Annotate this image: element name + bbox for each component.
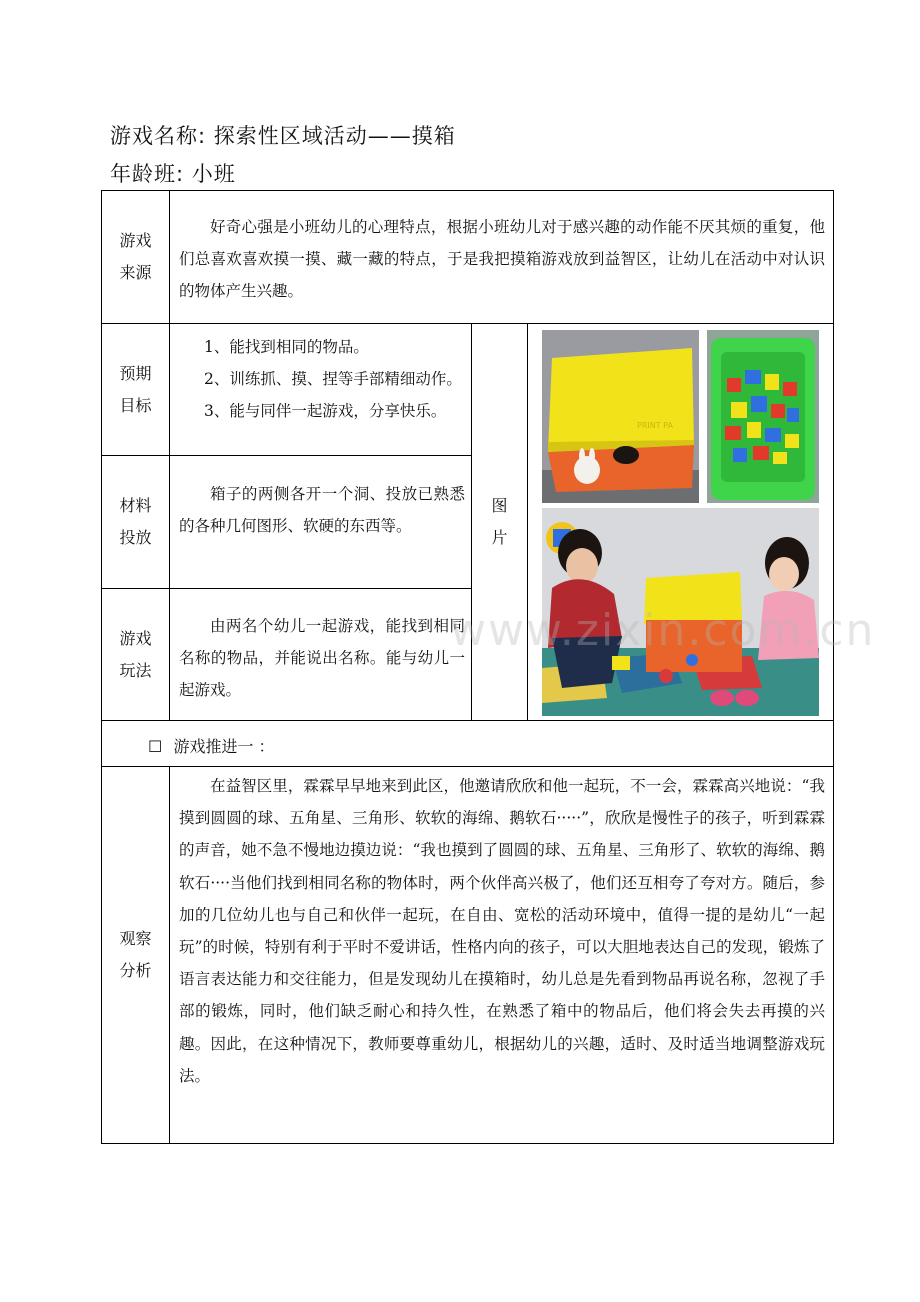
advance-row xyxy=(148,734,275,757)
advance-checkbox-icon: ☐ xyxy=(148,737,163,756)
material-text: 箱子的两侧各开一个洞、投放已熟悉的各种几何图形、软硬的东西等。 xyxy=(179,485,465,535)
play-label: 游戏玩法 xyxy=(119,628,152,680)
material-label: 材料投放 xyxy=(119,496,152,547)
source-label: 游戏来源 xyxy=(119,231,152,282)
picture-label: 图片 xyxy=(491,496,508,547)
goal-item: 2、训练抓、摸、捏等手部精细动作。 xyxy=(204,370,462,388)
svg-text:PRINT PA: PRINT PA xyxy=(637,421,673,430)
watermark: www.zixin.com.cn xyxy=(450,605,876,656)
goal-item: 3、能与同伴一起游戏，分享快乐。 xyxy=(204,402,447,420)
blocks-tray-photo xyxy=(707,330,819,503)
game-name-title: 游戏名称: 探索性区域活动——摸箱 xyxy=(110,124,456,148)
age-class-title: 年龄班: 小班 xyxy=(110,162,236,186)
play-text: 由两名个幼儿一起游戏，能找到相同名称的物品，并能说出名称。能与幼儿一起游戏。 xyxy=(179,617,465,699)
goal-list xyxy=(173,331,469,427)
children-playing-photo xyxy=(542,508,819,716)
observe-text: 在益智区里，霖霖早早地来到此区，他邀请欣欣和他一起玩，不一会，霖霖高兴地说：“我摸到圆圆的球、五角星、三角形、软软的海绵、鹅软石·····”，欣欣是慢性子的孩子，听到霖霖的声音，她不急不慢地边摸边说：“我也摸到了圆圆的球、五角星、三角形了、软软的海绵、鹅软石····当他们找到相同名称的物体时，两个伙伴高兴极了，他们还互相夸了夸对方。随后，参加的几位幼儿也与自己和伙伴一起玩，在自由、宽松的活动环境中，值得一提的是幼儿“一起玩”的时候，特别有利于平时不爱讲话，性格内向的孩子，可以大胆地表达自己的发现，锻炼了语言表达能力和交往能力，但是发现幼儿在摸箱时，幼儿总是先看到物品再说名称，忽视了手部的锻炼，同时，他们缺乏耐心和持久性，在熟悉了箱中的物品后，他们将会失去再摸的兴趣。因此，在这种情况下，教师要尊重幼儿，根据幼儿的兴趣，适时、及时适当地调整游戏玩法。 xyxy=(179,777,825,1085)
mystery-box-photo xyxy=(542,330,699,503)
goal-item: 1、能找到相同的物品。 xyxy=(204,338,369,356)
source-text: 好奇心强是小班幼儿的心理特点，根据小班幼儿对于感兴趣的动作能不厌其烦的重复，他们总喜欢喜欢摸一摸、藏一藏的特点，于是我把摸箱游戏放到益智区，让幼儿在活动中对认识的物体产生兴趣。 xyxy=(179,218,825,300)
goal-label: 预期目标 xyxy=(119,363,152,415)
observe-label: 观察分析 xyxy=(119,929,152,980)
advance-text: 游戏推进一 ： xyxy=(173,737,275,756)
